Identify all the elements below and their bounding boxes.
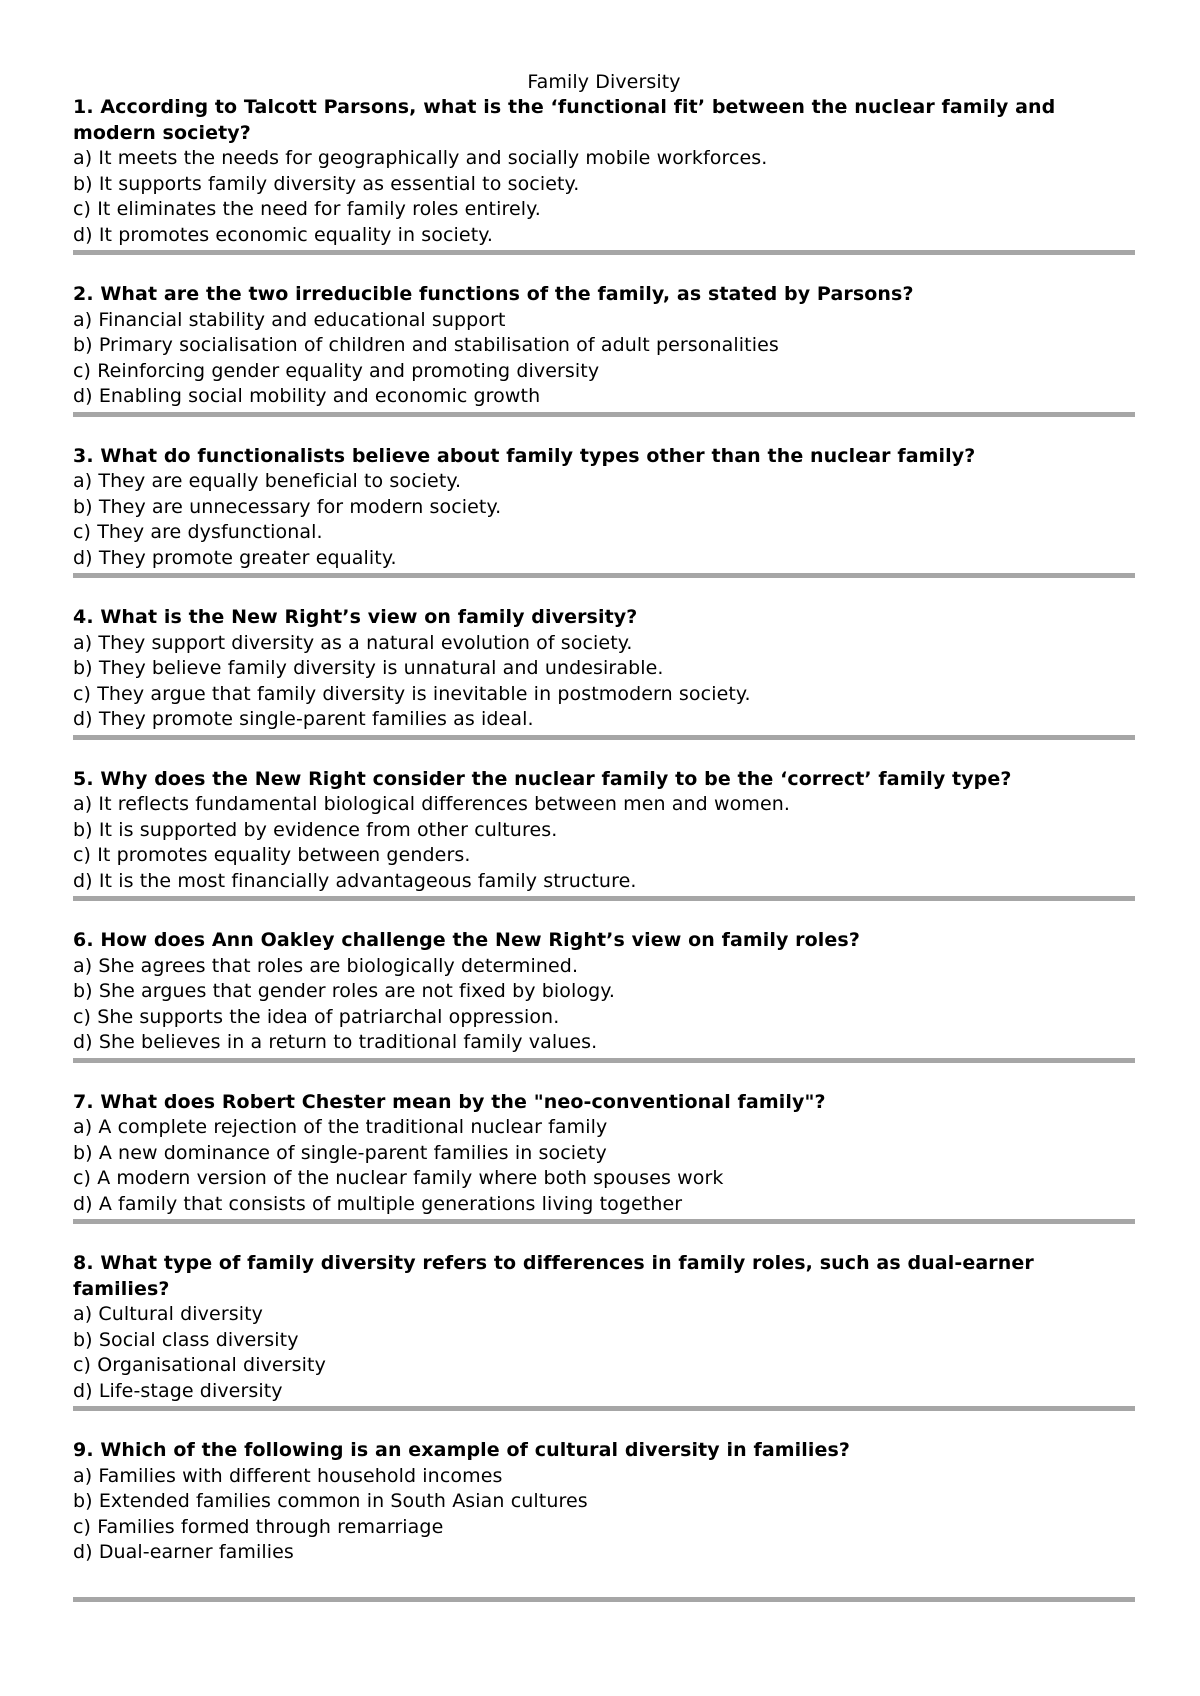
divider — [73, 412, 1135, 417]
option-d: d) It promotes economic equality in society. — [73, 223, 494, 246]
option-b: b) Social class diversity — [73, 1328, 299, 1351]
option-b: b) A new dominance of single-parent families in society — [73, 1141, 607, 1164]
question-text: 7. What does Robert Chester mean by the "neo-conventional family"? — [73, 1090, 826, 1113]
option-c: c) It promotes equality between genders. — [73, 844, 471, 866]
option-d: d) Life-stage diversity — [73, 1379, 283, 1402]
divider — [73, 250, 1135, 255]
question-text: 8. What type of family diversity refers to differences in family roles, such as dual-earner families? — [73, 1252, 1034, 1300]
divider — [73, 1597, 1135, 1602]
option-c: c) She supports the idea of patriarchal oppression. — [73, 1005, 560, 1028]
option-d: d) Enabling social mobility and economic growth — [73, 385, 541, 407]
option-a: a) A complete rejection of the traditional nuclear family — [73, 1116, 608, 1138]
option-b: b) She argues that gender roles are not fixed by biology. — [73, 980, 616, 1002]
option-a: a) They support diversity as a natural evolution of society. — [73, 631, 633, 654]
option-b: b) Primary socialisation of children and stabilisation of adult personalities — [73, 334, 779, 356]
option-a: a) They are equally beneficial to society. — [73, 470, 462, 492]
divider — [73, 1058, 1135, 1063]
page-title: Family Diversity — [527, 71, 681, 93]
worksheet-page — [73, 70, 1135, 1602]
question-text: 2. What are the two irreducible functions of the family, as stated by Parsons? — [73, 283, 914, 305]
question-text: 6. How does Ann Oakley challenge the New Right’s view on family roles? — [73, 929, 860, 951]
option-b: b) They believe family diversity is unnatural and undesirable. — [73, 657, 664, 679]
question-4 — [73, 605, 1135, 740]
option-b: b) They are unnecessary for modern society. — [73, 495, 502, 518]
option-d: d) A family that consists of multiple generations living together — [73, 1192, 683, 1215]
option-c: c) Organisational diversity — [73, 1354, 326, 1376]
option-c: c) Families formed through remarriage — [73, 1515, 444, 1538]
question-7 — [73, 1090, 1135, 1225]
divider — [73, 573, 1135, 578]
question-9 — [73, 1438, 1135, 1602]
divider — [73, 896, 1135, 901]
option-d: d) She believes in a return to traditional family values. — [73, 1031, 598, 1053]
divider — [73, 735, 1135, 740]
option-d: d) It is the most financially advantageous family structure. — [73, 869, 637, 892]
question-text: 1. According to Talcott Parsons, what is the ‘functional fit’ between the nuclear family and modern society? — [73, 96, 1056, 144]
question-5 — [73, 767, 1135, 902]
option-a: a) Cultural diversity — [73, 1303, 264, 1325]
option-a: a) It meets the needs for geographically and socially mobile workforces. — [73, 147, 768, 169]
question-3 — [73, 444, 1135, 579]
question-text: 4. What is the New Right’s view on family diversity? — [73, 606, 638, 628]
option-d: d) Dual-earner families — [73, 1541, 294, 1563]
option-b: b) Extended families common in South Asian cultures — [73, 1490, 588, 1512]
question-8 — [73, 1251, 1135, 1411]
option-c: c) They are dysfunctional. — [73, 521, 323, 543]
option-a: a) She agrees that roles are biologically determined. — [73, 954, 579, 977]
option-a: a) Families with different household incomes — [73, 1464, 503, 1487]
option-b: b) It supports family diversity as essential to society. — [73, 172, 580, 195]
question-2 — [73, 282, 1135, 417]
question-text: 5. Why does the New Right consider the nuclear family to be the ‘correct’ family type? — [73, 767, 1012, 790]
question-text: 3. What do functionalists believe about family types other than the nuclear family? — [73, 444, 976, 467]
option-c: c) A modern version of the nuclear family where both spouses work — [73, 1167, 724, 1189]
option-b: b) It is supported by evidence from other cultures. — [73, 818, 558, 841]
question-6 — [73, 928, 1135, 1063]
divider — [73, 1406, 1135, 1411]
question-text: 9. Which of the following is an example of cultural diversity in families? — [73, 1439, 850, 1461]
option-c: c) It eliminates the need for family roles entirely. — [73, 198, 541, 220]
option-c: c) Reinforcing gender equality and promoting diversity — [73, 359, 600, 382]
option-a: a) Financial stability and educational support — [73, 308, 506, 331]
option-d: d) They promote single-parent families as ideal. — [73, 708, 534, 730]
option-c: c) They argue that family diversity is inevitable in postmodern society. — [73, 682, 751, 705]
option-a: a) It reflects fundamental biological differences between men and women. — [73, 793, 791, 815]
option-d: d) They promote greater equality. — [73, 546, 397, 569]
question-1 — [73, 95, 1135, 255]
divider — [73, 1219, 1135, 1224]
